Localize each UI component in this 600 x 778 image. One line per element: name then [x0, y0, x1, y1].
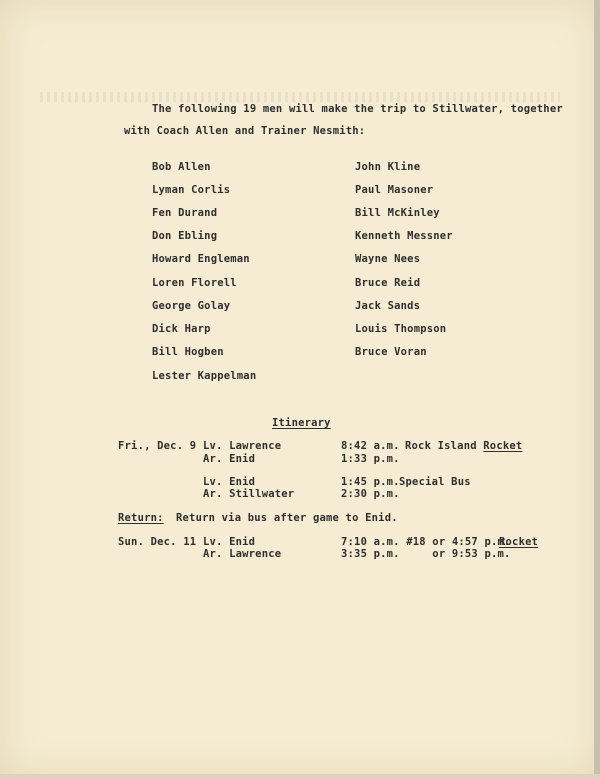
- sun-day-label: Sun. Dec. 11: [118, 536, 197, 548]
- fri-note-text: Special Bus: [399, 476, 471, 488]
- roster-name: Louis Thompson: [355, 323, 447, 335]
- roster-name: John Kline: [355, 161, 421, 173]
- roster-name: Lester Kappelman: [152, 370, 257, 382]
- roster-name: Bill Hogben: [152, 346, 224, 358]
- fri-time: 8:42 a.m.: [341, 440, 400, 452]
- show-through-text: [40, 92, 560, 102]
- return-label: Return:: [118, 512, 164, 524]
- sun-action: Ar. Lawrence: [203, 548, 282, 560]
- intro-line-1: The following 19 men will make the trip to Stillwater, together: [152, 103, 563, 115]
- roster-name: Jack Sands: [355, 300, 421, 312]
- fri-note-rocket: Rocket: [483, 440, 523, 452]
- roster-name: Bill McKinley: [355, 207, 440, 219]
- fri-note: [405, 440, 522, 452]
- roster-name: Paul Masoner: [355, 184, 434, 196]
- roster-name: Bruce Voran: [355, 346, 427, 358]
- page-edge-right: [594, 0, 600, 778]
- fri-action: Ar. Enid: [203, 453, 256, 465]
- intro-line-2: with Coach Allen and Trainer Nesmith:: [124, 125, 366, 137]
- fri-day-label: Fri., Dec. 9: [118, 440, 197, 452]
- sun-action: Lv. Enid: [203, 536, 256, 548]
- page-edge-bottom: [0, 774, 600, 778]
- fri-action: Lv. Enid: [203, 476, 256, 488]
- fri-time: 2:30 p.m.: [341, 488, 400, 500]
- fri-action: Ar. Stillwater: [203, 488, 295, 500]
- roster-name: George Golay: [152, 300, 231, 312]
- fri-note-text: Rock Island: [405, 440, 477, 452]
- sun-note-rocket: Rocket: [499, 536, 539, 548]
- roster-name: Kenneth Messner: [355, 230, 453, 242]
- itinerary-heading: Itinerary: [272, 417, 331, 429]
- sun-time: 3:35 p.m. or 9:53 p.m.: [341, 548, 511, 560]
- sun-time: 7:10 a.m. #18 or 4:57 p.m.: [341, 536, 511, 548]
- roster-name: Wayne Nees: [355, 253, 421, 265]
- roster-name: Dick Harp: [152, 323, 211, 335]
- roster-name: Don Ebling: [152, 230, 218, 242]
- roster-name: Fen Durand: [152, 207, 218, 219]
- roster-name: Lyman Corlis: [152, 184, 231, 196]
- fri-time: 1:45 p.m.: [341, 476, 400, 488]
- roster-name: Howard Engleman: [152, 253, 250, 265]
- roster-name: Loren Florell: [152, 277, 237, 289]
- fri-time: 1:33 p.m.: [341, 453, 400, 465]
- roster-name: Bob Allen: [152, 161, 211, 173]
- roster-name: Bruce Reid: [355, 277, 421, 289]
- return-text: Return via bus after game to Enid.: [176, 512, 398, 524]
- fri-action: Lv. Lawrence: [203, 440, 282, 452]
